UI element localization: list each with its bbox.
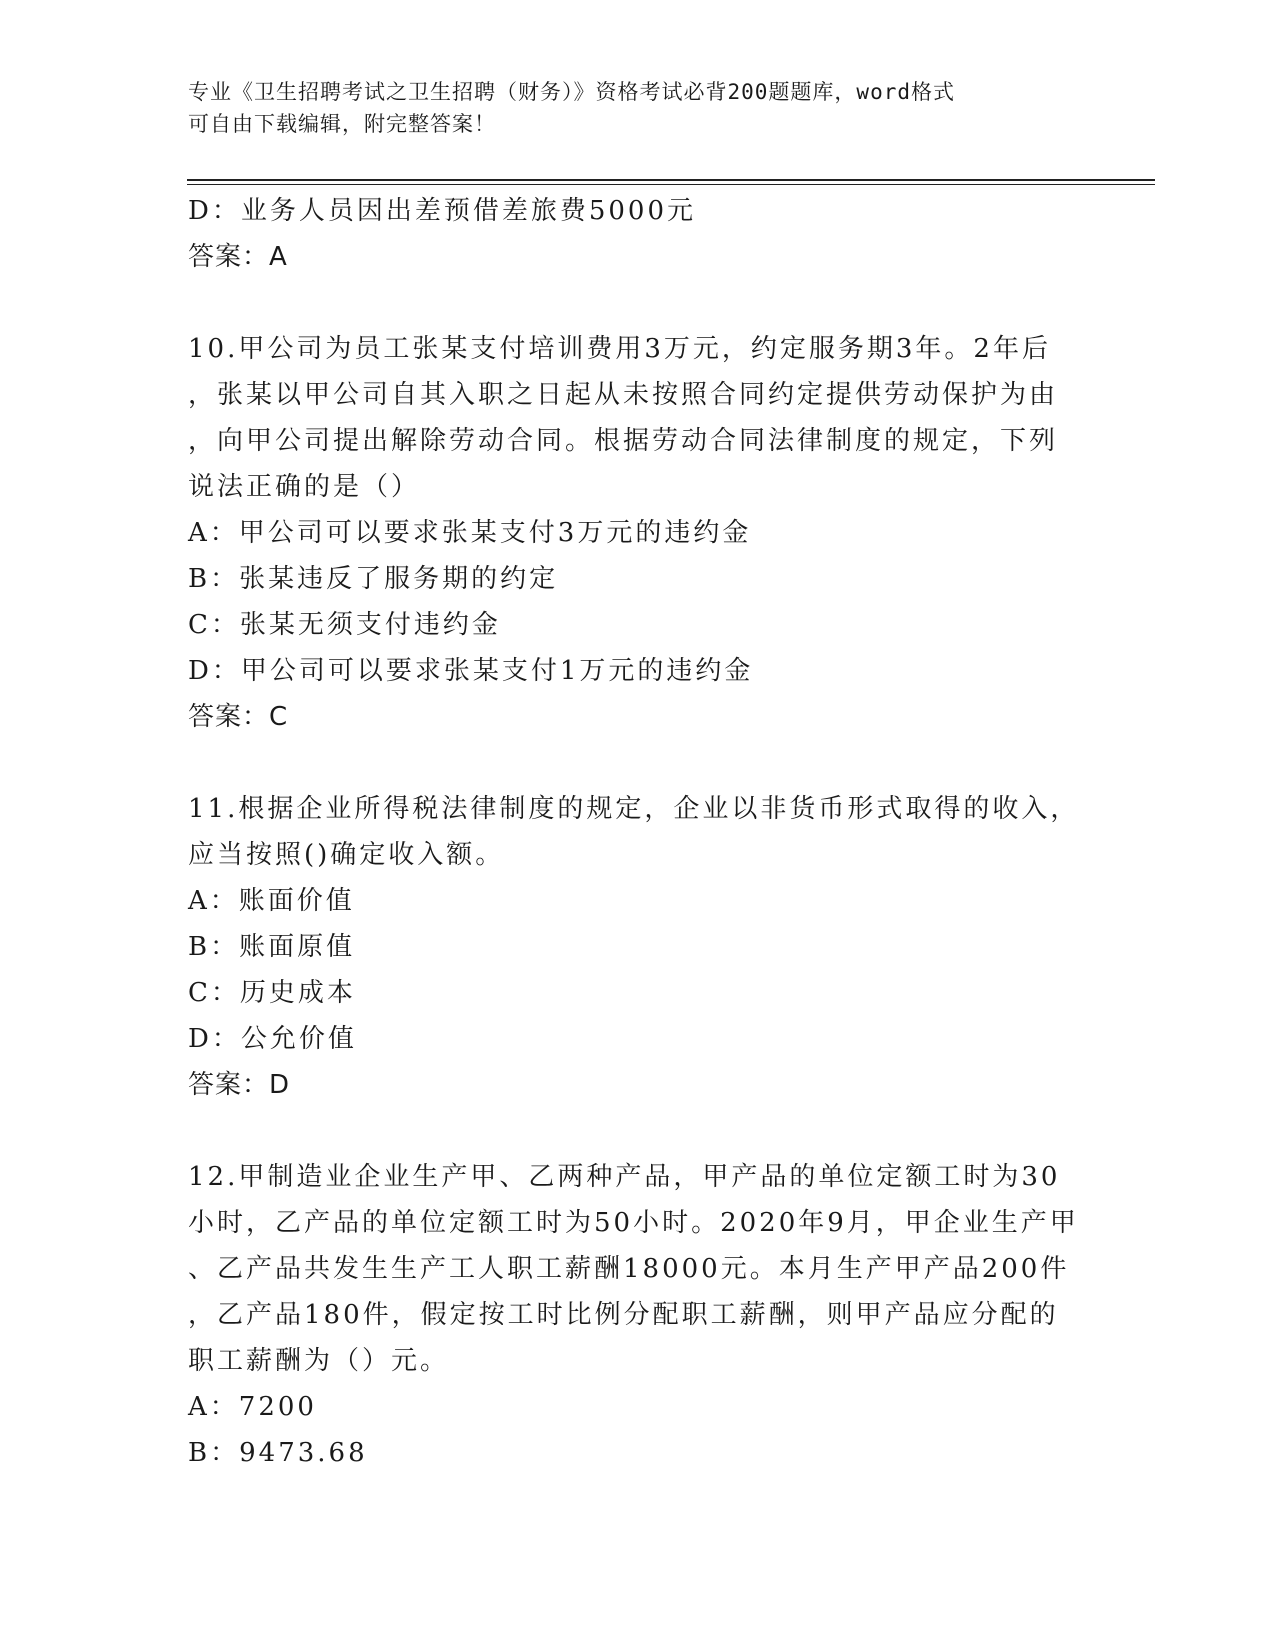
question-12-stem-line: 12.甲制造业企业生产甲、乙两种产品，甲产品的单位定额工时为30 — [188, 1162, 1061, 1192]
question-11-option-b: B：账面原值 — [188, 932, 356, 962]
question-11-stem-line: 应当按照()确定收入额。 — [188, 840, 505, 870]
question-10-answer: 答案：C — [188, 702, 289, 732]
question-12-option-b: B：9473.68 — [188, 1438, 368, 1468]
header-rule-thin — [187, 184, 1155, 185]
question-12-stem-line: 小时，乙产品的单位定额工时为50小时。2020年9月，甲企业生产甲 — [188, 1208, 1079, 1238]
question-10-option-b: B：张某违反了服务期的约定 — [188, 564, 559, 594]
prev-option-d: D：业务人员因出差预借差旅费5000元 — [188, 196, 697, 226]
question-10-option-d: D：甲公司可以要求张某支付1万元的违约金 — [188, 656, 754, 686]
header-line-1: 专业《卫生招聘考试之卫生招聘（财务）》资格考试必背200题题库，word格式 — [188, 80, 955, 104]
header-rule-thick — [187, 179, 1155, 181]
spacer — [188, 280, 1088, 326]
question-content — [188, 188, 1088, 1476]
question-10-stem-line: ，张某以甲公司自其入职之日起从未按照合同约定提供劳动保护为由 — [188, 380, 1059, 410]
question-10-stem-line: ，向甲公司提出解除劳动合同。根据劳动合同法律制度的规定，下列 — [188, 426, 1059, 456]
question-11 — [188, 786, 1088, 1108]
question-11-option-d: D：公允价值 — [188, 1024, 357, 1054]
question-11-answer: 答案：D — [188, 1070, 291, 1100]
document-header — [188, 76, 1068, 140]
question-12 — [188, 1154, 1088, 1476]
question-10-stem-line: 说法正确的是（） — [188, 472, 421, 502]
question-10 — [188, 326, 1088, 740]
question-11-option-a: A：账面价值 — [188, 886, 355, 916]
question-10-stem-line: 10.甲公司为员工张某支付培训费用3万元，约定服务期3年。2年后 — [188, 334, 1051, 364]
question-10-option-a: A：甲公司可以要求张某支付3万元的违约金 — [188, 518, 752, 548]
question-10-option-c: C：张某无须支付违约金 — [188, 610, 501, 640]
spacer — [188, 740, 1088, 786]
spacer — [188, 1108, 1088, 1154]
question-12-option-a: A：7200 — [188, 1392, 317, 1422]
question-12-stem-line: 、乙产品共发生生产工人职工薪酬18000元。本月生产甲产品200件 — [188, 1254, 1070, 1284]
question-11-option-c: C：历史成本 — [188, 978, 356, 1008]
question-11-stem-line: 11.根据企业所得税法律制度的规定，企业以非货币形式取得的收入， — [188, 794, 1080, 824]
prev-answer: 答案：A — [188, 242, 288, 272]
question-12-stem-line: ，乙产品180件，假定按工时比例分配职工薪酬，则甲产品应分配的 — [188, 1300, 1059, 1330]
question-12-stem-line: 职工薪酬为（）元。 — [188, 1346, 450, 1376]
header-line-2: 可自由下载编辑，附完整答案！ — [188, 112, 496, 136]
